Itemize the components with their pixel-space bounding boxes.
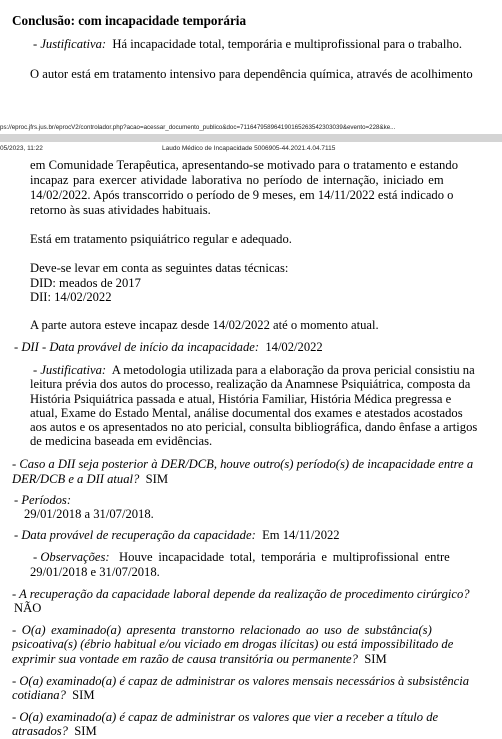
question-line: exprimir sua vontade em razão de causa transitória ou permanente? SIM xyxy=(12,652,387,666)
header-date: 05/2023, 11:22 xyxy=(0,145,43,152)
body-line: 14/02/2022. Após transcorrido o período de 9 meses, em 14/11/2022 está indicado o xyxy=(30,188,454,202)
periodos-label: - Períodos: xyxy=(14,493,72,507)
observacoes-line: - Observações: Houve incapacidade total, temporária e multiprofissional entre xyxy=(33,550,450,564)
body-line: DII: 14/02/2022 xyxy=(30,290,112,304)
question-line: - Caso a DII seja posterior à DER/DCB, houve outro(s) período(s) de incapacidade entre a xyxy=(12,457,474,471)
body-line: em Comunidade Terapêutica, apresentando-se motivado para o tratamento e estando xyxy=(30,158,459,172)
body-line: Está em tratamento psiquiátrico regular e adequado. xyxy=(30,232,292,246)
answer: NÃO xyxy=(14,601,42,615)
body-line: retorno às suas atividades habituais. xyxy=(30,203,211,217)
question-line: - O(a) examinado(a) é capaz de administrar os valores que vier a receber a título de xyxy=(12,710,439,724)
body-line: aos autos e os apresentados no ato pericial, consulta bibliográfica, dando ênfase a artigos xyxy=(30,420,478,434)
body-line: Deve-se levar em conta as seguintes datas técnicas: xyxy=(30,261,289,275)
body-line: de medicina baseada em evidências. xyxy=(30,434,213,448)
dii-line: - DII - Data provável de início da incapacidade: 14/02/2022 xyxy=(14,340,323,354)
question-line: - O(a) examinado(a) apresenta transtorno relacionado ao uso de substância(s) xyxy=(12,623,432,637)
body-line: DID: meados de 2017 xyxy=(30,276,141,290)
question-line: DER/DCB e a DII atual? SIM xyxy=(12,472,169,486)
body-line: incapaz para exercer atividade laborativa no período de internação, iniciado em xyxy=(30,173,444,187)
periodos-value: 29/01/2018 a 31/07/2018. xyxy=(24,507,154,521)
body-line: História Psiquiátrica passada e atual, História Familiar, História Médica pregressa e xyxy=(30,392,452,406)
page-separator xyxy=(0,134,502,142)
justificativa-line: - Justificativa: Há incapacidade total, temporária e multiprofissional para o trabalho. xyxy=(33,37,463,51)
recovery-line: - Data provável de recuperação da capacidade: Em 14/11/2022 xyxy=(14,528,340,542)
justificativa2-line: - Justificativa: A metodologia utilizada para a elaboração da prova pericial consistiu na xyxy=(33,363,475,377)
body-line: A parte autora esteve incapaz desde 14/02/2022 até o momento atual. xyxy=(30,318,379,332)
footer-url: ps://eproc.jfrs.jus.br/eprocV2/controlador.php?acao=acessar_documento_publico&doc=711647958964190165263542303039&evento=228&ke... xyxy=(0,124,396,131)
body-line: atual, Exame do Estado Mental, análise documental dos exames e atestados acostados xyxy=(30,406,463,420)
section-heading: Conclusão: com incapacidade temporária xyxy=(12,13,247,28)
question-line: - A recuperação da capacidade laboral depende da realização de procedimento cirúrgico? xyxy=(12,587,470,601)
question-line: atrasados? SIM xyxy=(12,724,97,738)
body-line: leitura prévia dos autos do processo, realização da Anamnese Psiquiátrica, composta da xyxy=(30,377,471,391)
question-line: - O(a) examinado(a) é capaz de administrar os valores mensais necessários à subsistência xyxy=(12,674,470,688)
paragraph-line: O autor está em tratamento intensivo para dependência química, através de acolhimento xyxy=(30,67,473,81)
body-line: 29/01/2018 e 31/07/2018. xyxy=(30,565,160,579)
question-line: cotidiana? SIM xyxy=(12,688,95,702)
header-title: Laudo Médico de Incapacidade 5006905-44.2021.4.04.7115 xyxy=(162,145,336,152)
question-line: psicoativa(s) (ébrio habitual e/ou viciado em drogas ilícitas) ou está impossibilitado de xyxy=(12,637,454,651)
